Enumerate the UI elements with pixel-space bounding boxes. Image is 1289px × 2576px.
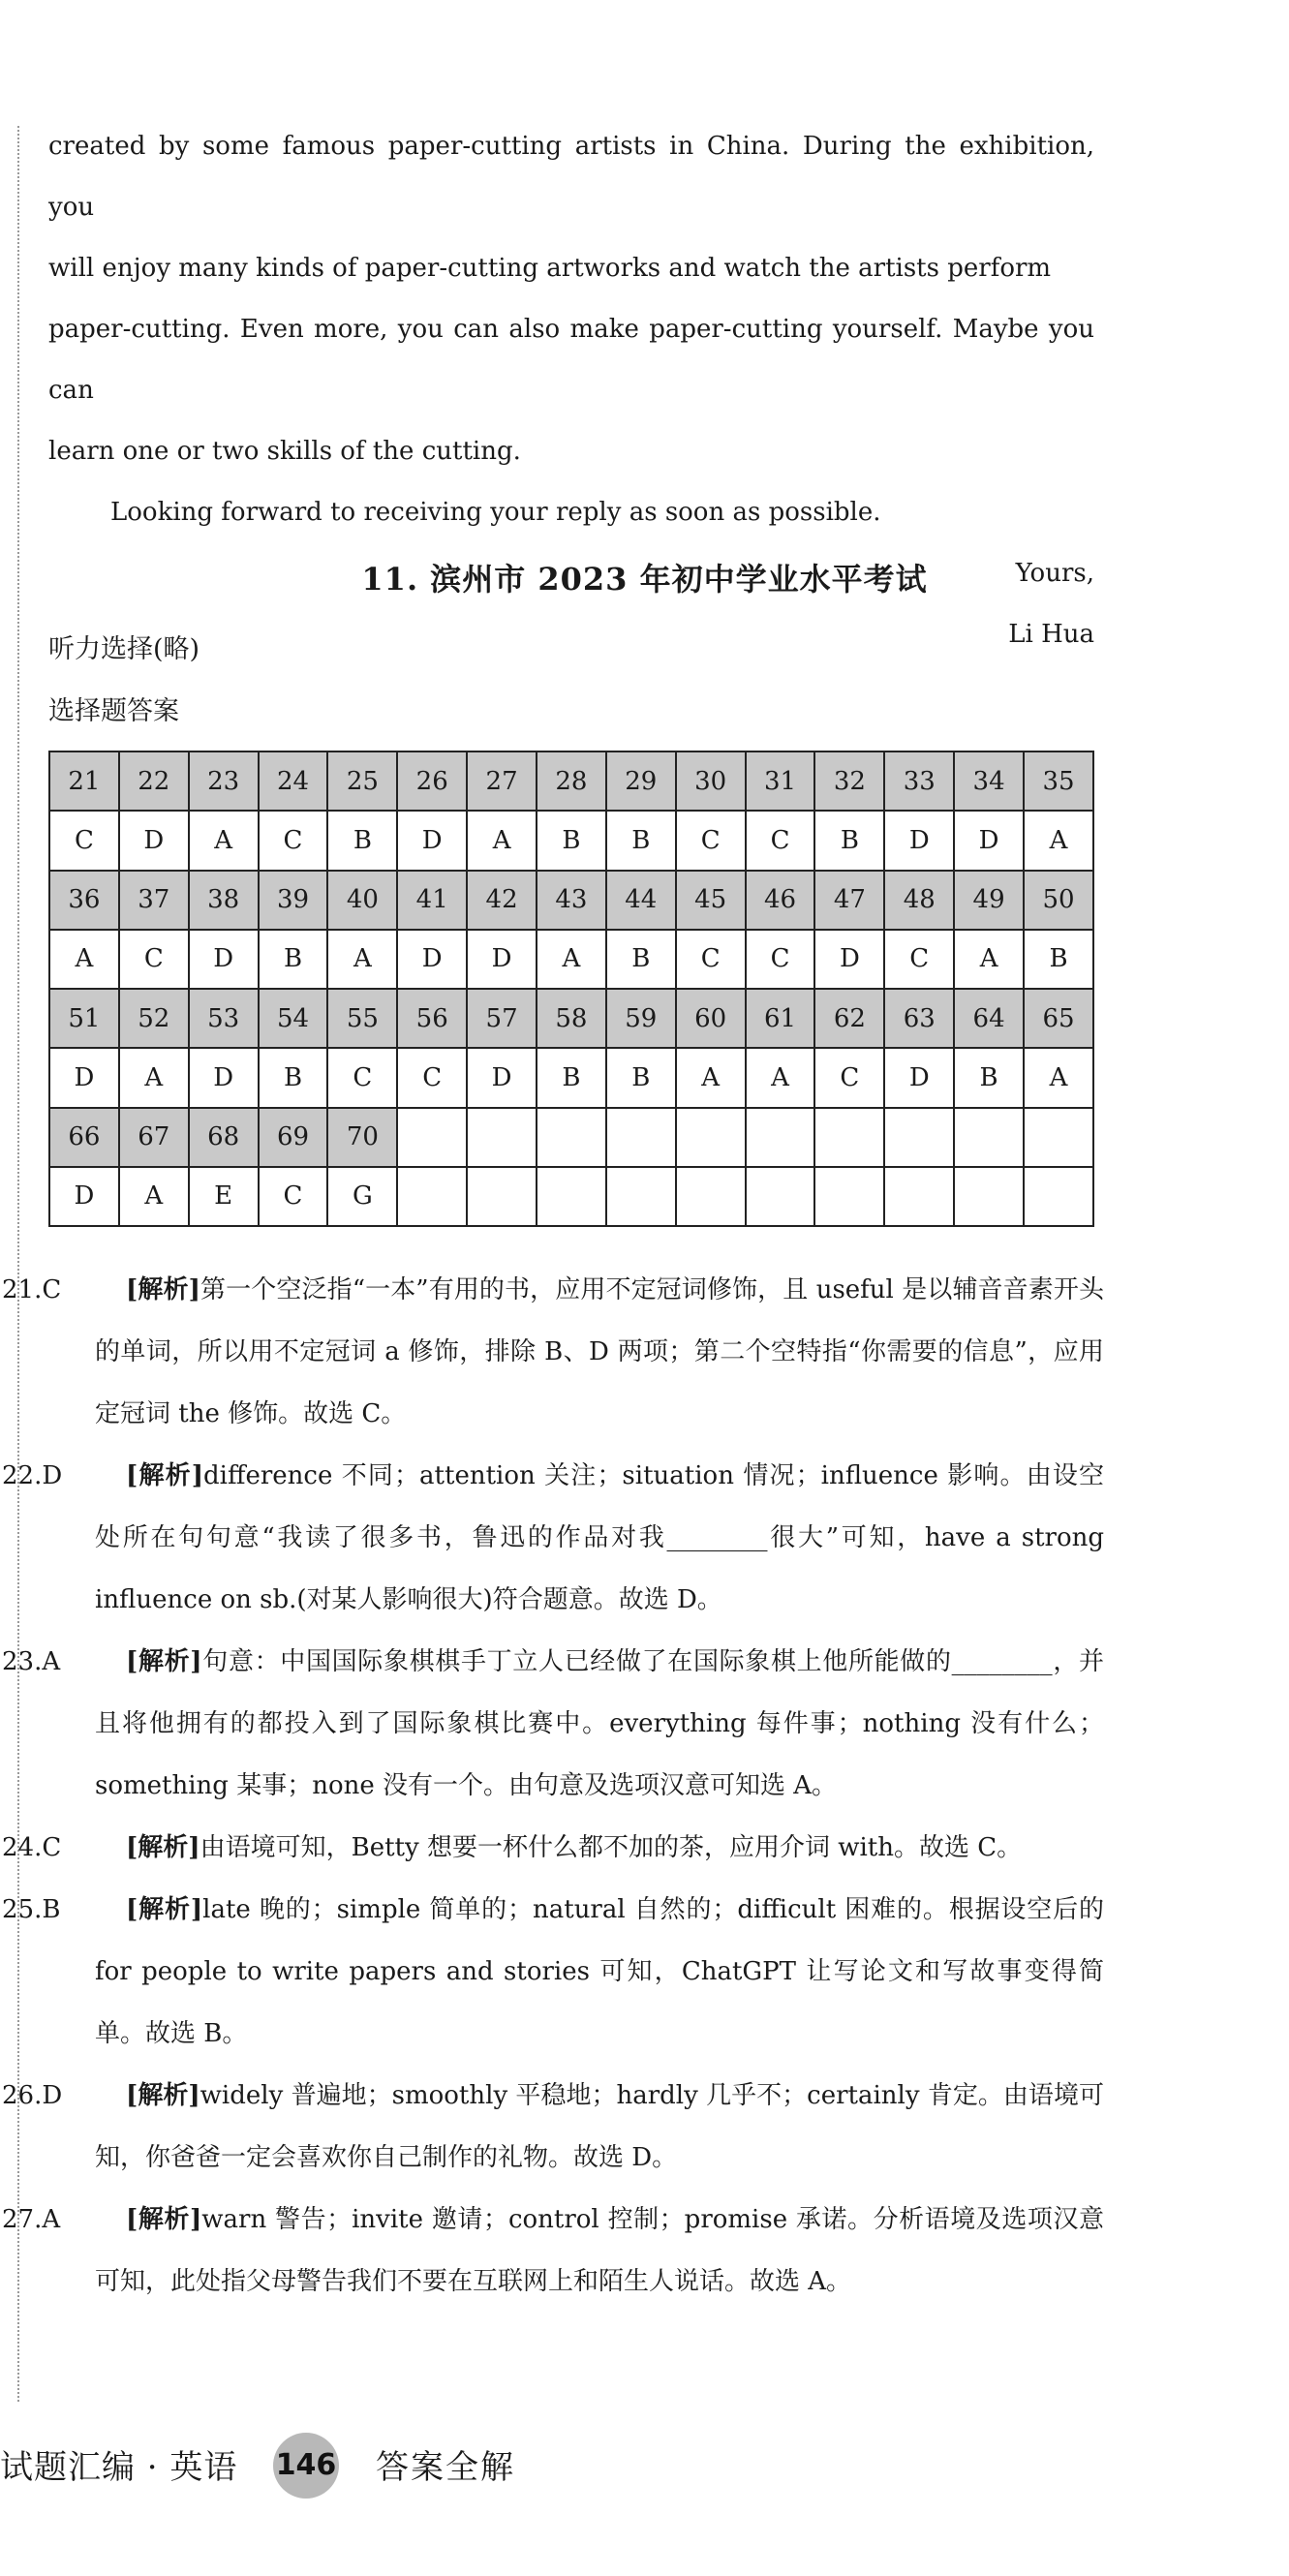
answer-cell: B [259,930,328,989]
question-number-cell: 69 [259,1108,328,1167]
answer-cell: C [676,811,746,870]
letter-line: learn one or two skills of the cutting. [48,437,521,466]
question-number-cell: 42 [467,871,537,930]
answer-cell: D [467,930,537,989]
explanation-item [2,1259,1104,1445]
answer-row [49,930,1093,989]
question-number-cell: 47 [814,871,884,930]
answer-cell: D [954,811,1024,870]
answer-cell: D [467,1048,537,1107]
question-number-cell: 38 [189,871,259,930]
answer-cell: B [606,1048,676,1107]
question-number-cell: 62 [814,989,884,1048]
answer-cell: A [467,811,537,870]
question-number-cell: 63 [884,989,954,1048]
question-number-cell: 29 [606,751,676,811]
question-number-cell: 21 [49,751,119,811]
question-number-cell: 28 [537,751,606,811]
answer-cell [606,1167,676,1226]
question-number-cell: 61 [746,989,815,1048]
answer-cell: A [676,1048,746,1107]
question-number-cell: 67 [119,1108,189,1167]
question-number-cell: 34 [954,751,1024,811]
question-number-row [49,1108,1093,1167]
question-number-cell [814,1108,884,1167]
answer-cell: D [189,1048,259,1107]
answer-cell: D [397,811,467,870]
explanations [2,1259,1104,2313]
answer-cell: A [189,811,259,870]
letter-sign-off: Yours, [1015,559,1094,588]
answer-cell: C [884,930,954,989]
answers-label: 选择题答案 [48,696,179,726]
explanation-answer: 27.A [2,2205,61,2234]
explanation-item [2,1817,1104,1879]
answer-table [48,751,1094,1227]
question-number-cell: 35 [1024,751,1093,811]
answer-cell: D [49,1048,119,1107]
answer-cell: D [189,930,259,989]
question-number-cell: 50 [1024,871,1093,930]
answer-cell [884,1167,954,1226]
answer-cell: B [814,811,884,870]
answer-cell: A [1024,1048,1093,1107]
question-number-cell: 26 [397,751,467,811]
question-number-cell: 44 [606,871,676,930]
question-number-cell: 33 [884,751,954,811]
explanation-answer: 22.D [2,1461,63,1490]
answer-cell: D [397,930,467,989]
question-number-cell [1024,1108,1093,1167]
answer-cell: D [884,1048,954,1107]
question-number-cell [884,1108,954,1167]
answer-cell [1024,1167,1093,1226]
answer-cell: A [119,1048,189,1107]
answer-cell: C [397,1048,467,1107]
answer-cell [954,1167,1024,1226]
analysis-tag: [解析] [126,1833,200,1862]
letter-closing-line: Looking forward to receiving your reply as soon as possible. [110,498,881,527]
question-number-cell [537,1108,606,1167]
answer-cell: C [259,1167,328,1226]
explanation-answer: 21.C [2,1275,62,1304]
explanation-item [2,1879,1104,2065]
question-number-cell: 57 [467,989,537,1048]
letter-line: paper-cutting. Even more, you can also make paper-cutting yourself. Maybe you can [48,315,1094,405]
question-number-row [49,751,1093,811]
question-number-cell: 68 [189,1108,259,1167]
explanation-text: widely 普遍地；smoothly 平稳地；hardly 几乎不；certainly 肯定。由语境可知，你爸爸一定会喜欢你自己制作的礼物。故选 D。 [95,2081,1104,2172]
answer-cell [537,1167,606,1226]
question-number-cell: 51 [49,989,119,1048]
analysis-tag: [解析] [126,1461,204,1490]
answer-cell [676,1167,746,1226]
question-number-row [49,989,1093,1048]
answer-cell: A [537,930,606,989]
question-number-row [49,871,1093,930]
answer-cell: B [606,930,676,989]
answer-cell: C [327,1048,397,1107]
answer-cell: B [327,811,397,870]
answer-cell [746,1167,815,1226]
explanation-answer: 23.A [2,1647,61,1676]
listening-label: 听力选择(略) [48,634,200,664]
question-number-cell: 66 [49,1108,119,1167]
answer-row [49,811,1093,870]
answer-cell: C [746,930,815,989]
answer-cell: D [119,811,189,870]
answer-cell: A [746,1048,815,1107]
explanation-text: 由语境可知，Betty 想要一杯什么都不加的茶，应用介词 with。故选 C。 [199,1833,1023,1862]
question-number-cell [954,1108,1024,1167]
analysis-tag: [解析] [126,2081,200,2110]
letter-line: created by some famous paper-cutting artists in China. During the exhibition, you [48,132,1094,222]
question-number-cell: 58 [537,989,606,1048]
question-number-cell: 49 [954,871,1024,930]
answer-cell: B [1024,930,1093,989]
footer-section-name: 答案全解 [376,2448,515,2487]
answer-row [49,1048,1093,1107]
letter-line: will enjoy many kinds of paper-cutting artworks and watch the artists perform [48,254,1052,283]
explanation-item [2,2065,1104,2189]
explanation-text: late 晚的；simple 简单的；natural 自然的；difficult 困难的。根据设空后的 for people to write papers and stories 可知，ChatGPT 让写论文和写故事变得简单。故选 B。 [95,1895,1104,2048]
question-number-cell: 46 [746,871,815,930]
question-number-cell: 53 [189,989,259,1048]
question-number-cell [467,1108,537,1167]
question-number-cell: 70 [327,1108,397,1167]
analysis-tag: [解析] [126,2205,202,2234]
letter-signature: Li Hua [1008,620,1094,649]
question-number-cell: 65 [1024,989,1093,1048]
answer-cell [467,1167,537,1226]
analysis-tag: [解析] [126,1895,203,1924]
explanation-text: 句意：中国国际象棋棋手丁立人已经做了在国际象棋上他所能做的________，并且将他拥有的都投入到了国际象棋比赛中。everything 每件事；nothing 没有什么；something 某事；none 没有一个。由句意及选项汉意可知选 A。 [95,1647,1104,1800]
answer-cell: B [954,1048,1024,1107]
answer-cell: G [327,1167,397,1226]
question-number-cell: 23 [189,751,259,811]
question-number-cell: 56 [397,989,467,1048]
explanation-text: warn 警告；invite 邀请；control 控制；promise 承诺。分析语境及选项汉意可知，此处指父母警告我们不要在互联网上和陌生人说话。故选 A。 [95,2205,1104,2296]
answer-cell: B [537,811,606,870]
answer-row [49,1167,1093,1226]
answer-cell: D [49,1167,119,1226]
question-number-cell: 55 [327,989,397,1048]
question-number-cell: 64 [954,989,1024,1048]
question-number-cell: 48 [884,871,954,930]
question-number-cell: 40 [327,871,397,930]
page-number-badge: 146 [273,2433,339,2499]
answer-cell: A [954,930,1024,989]
analysis-tag: [解析] [126,1275,200,1304]
footer-book-title: 试题汇编 · 英语 [0,2448,238,2487]
answer-cell: D [814,930,884,989]
question-number-cell: 32 [814,751,884,811]
page-footer [0,2429,678,2497]
answer-cell: A [119,1167,189,1226]
answer-cell: A [49,930,119,989]
answer-cell: A [327,930,397,989]
question-number-cell: 59 [606,989,676,1048]
question-number-cell: 31 [746,751,815,811]
question-number-cell: 54 [259,989,328,1048]
question-number-cell: 22 [119,751,189,811]
answer-cell: A [1024,811,1093,870]
explanation-item [2,2189,1104,2313]
explanation-text: difference 不同；attention 关注；situation 情况；influence 影响。由设空处所在句句意“我读了很多书，鲁迅的作品对我________很大”可知，have a strong influence on sb.(对某人影响很大)符合题意。故选 D。 [95,1461,1104,1614]
answer-cell: C [814,1048,884,1107]
question-number-cell: 60 [676,989,746,1048]
question-number-cell [397,1108,467,1167]
question-number-cell: 30 [676,751,746,811]
explanation-answer: 24.C [2,1833,62,1862]
question-number-cell: 25 [327,751,397,811]
question-number-cell: 37 [119,871,189,930]
section-title: 11. 滨州市 2023 年初中学业水平考试 [361,561,928,598]
question-number-cell: 39 [259,871,328,930]
explanation-answer: 26.D [2,2081,63,2110]
question-number-cell: 41 [397,871,467,930]
analysis-tag: [解析] [126,1647,202,1676]
answer-cell: C [119,930,189,989]
answer-cell: D [884,811,954,870]
question-number-cell: 45 [676,871,746,930]
explanation-item [2,1631,1104,1817]
question-number-cell [746,1108,815,1167]
answer-cell: B [259,1048,328,1107]
explanation-text: 第一个空泛指“一本”有用的书，应用不定冠词修饰，且 useful 是以辅音音素开头的单词，所以用不定冠词 a 修饰，排除 B、D 两项；第二个空特指“你需要的信息”，应用定冠词 the 修饰。故选 C。 [95,1275,1104,1428]
explanation-item [2,1445,1104,1631]
question-number-cell [606,1108,676,1167]
answer-cell [397,1167,467,1226]
answer-cell: C [676,930,746,989]
question-number-cell: 36 [49,871,119,930]
question-number-cell: 52 [119,989,189,1048]
answer-cell: C [49,811,119,870]
answer-cell: B [537,1048,606,1107]
question-number-cell [676,1108,746,1167]
answer-cell [814,1167,884,1226]
answer-cell: C [259,811,328,870]
question-number-cell: 27 [467,751,537,811]
question-number-cell: 43 [537,871,606,930]
explanation-answer: 25.B [2,1895,61,1924]
answer-cell: E [189,1167,259,1226]
answer-cell: C [746,811,815,870]
question-number-cell: 24 [259,751,328,811]
answer-cell: B [606,811,676,870]
